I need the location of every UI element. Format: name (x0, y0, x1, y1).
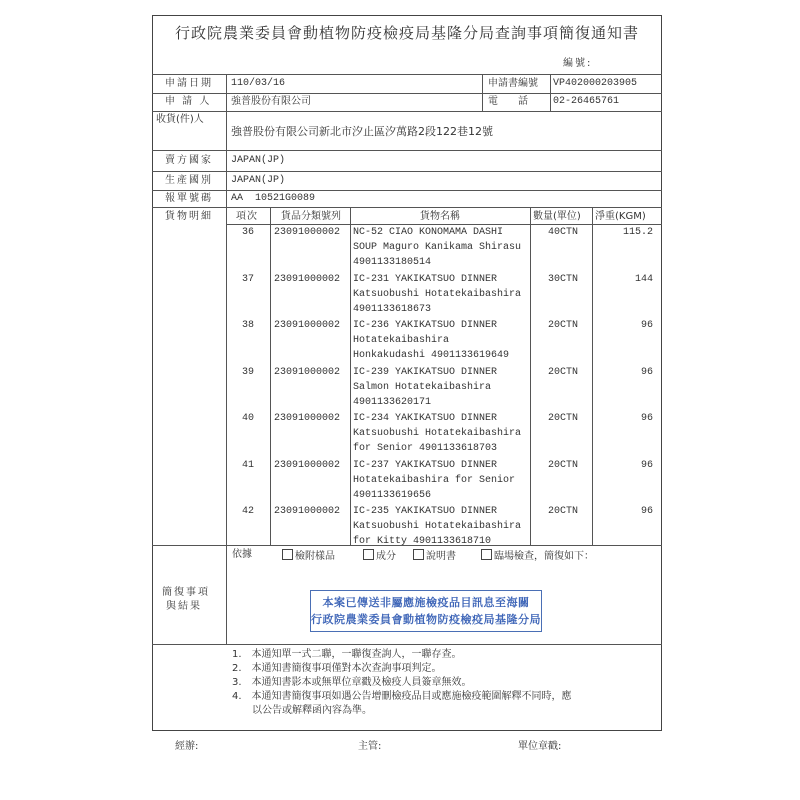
official-stamp (310, 590, 542, 632)
basis-option-manual: 說明書 (413, 549, 456, 563)
footer-handler: 經辦: (175, 741, 199, 752)
row-item-name-line: 4901133619656 (353, 489, 432, 501)
rule (350, 207, 351, 545)
row-item-weight: 144 (634, 273, 653, 285)
stamp-line-1: 本案已傳送非屬應施檢疫品目訊息至海關 (322, 596, 530, 609)
consignee-value: 強普股份有限公司新北市汐止區汐萬路2段122巷12號 (231, 125, 493, 138)
goods-label: 貨物明細 (165, 211, 213, 222)
rule (152, 74, 662, 75)
row-item-no: 36 (242, 227, 255, 238)
checkbox-manual[interactable] (413, 549, 424, 560)
row-item-name-line: IC-231 YAKIKATSUO DINNER (353, 273, 498, 285)
footer-supervisor: 主管: (358, 741, 382, 752)
stamp-line-2: 行政院農業委員會動植物防疫檢疫局基隆分局 (311, 613, 541, 626)
note-1: 1. 本通知單一式二聯，一聯復查詢人，一聯存查。 (232, 649, 462, 660)
applicant-label: 申 請 人 (165, 96, 212, 107)
rule (482, 74, 483, 111)
row-item-qty: 20CTN (548, 366, 579, 378)
row-item-name-line: IC-236 YAKIKATSUO DINNER (353, 320, 498, 331)
checkbox-sample[interactable] (282, 549, 293, 560)
row-item-name-line: Katsuobushi Hotatekaibashira (353, 288, 522, 300)
rule (152, 644, 662, 645)
applicant-value: 強普股份有限公司 (231, 96, 311, 107)
reply-label-1: 簡復事項 (162, 587, 210, 598)
rule (152, 93, 662, 94)
row-item-name-line: IC-237 YAKIKATSUO DINNER (353, 459, 498, 471)
row-item-name-line: IC-234 YAKIKATSUO DINNER (353, 413, 498, 424)
phone-value: 02-26465761 (553, 96, 620, 107)
row-item-no: 42 (242, 506, 255, 517)
col-header-qty: 數量(單位) (533, 211, 581, 222)
row-item-name-line: for Senior 4901133618703 (353, 443, 498, 454)
rule (226, 74, 227, 644)
seller-country-label: 賣方國家 (165, 155, 213, 166)
application-no-label: 申請書編號 (488, 78, 538, 89)
row-item-code: 23091000002 (274, 273, 341, 285)
row-item-name-line: Hotatekaibashira (353, 335, 450, 346)
basis-label: 依據 (232, 549, 252, 560)
row-item-qty: 30CTN (548, 273, 579, 285)
customs-no-label: 報單號碼 (165, 193, 213, 204)
consignee-label: 收貨(件)人 (156, 114, 204, 125)
row-item-no: 37 (242, 273, 255, 285)
checkbox-ingredient[interactable] (363, 549, 374, 560)
note-2: 2. 本通知書簡復事項僅對本次查詢事項判定。 (232, 663, 442, 674)
row-item-name-line: Salmon Hotatekaibashira (353, 381, 492, 393)
row-item-name-line: SOUP Maguro Kanikama Shirasu (353, 242, 522, 253)
row-item-name-line: Honkakudashi 4901133619649 (353, 350, 510, 361)
row-item-weight: 96 (640, 459, 653, 471)
rule (530, 207, 531, 545)
rule (592, 207, 593, 545)
rule (550, 74, 551, 111)
row-item-weight: 96 (640, 366, 653, 378)
row-item-qty: 20CTN (548, 413, 579, 424)
application-date-label: 申請日期 (165, 78, 213, 89)
col-header-weight: 淨重(KGM) (595, 211, 646, 222)
row-item-name-line: 4901133620171 (353, 396, 432, 408)
row-item-code: 23091000002 (274, 227, 341, 238)
row-item-name-line: 4901133180514 (353, 257, 432, 268)
col-header-code: 貨品分類號列 (281, 211, 341, 222)
rule (152, 171, 662, 172)
row-item-no: 40 (242, 413, 255, 424)
basis-option-sample: 檢附樣品 (282, 549, 335, 563)
footer-seal: 單位章戳: (518, 741, 562, 752)
row-item-no: 41 (242, 459, 255, 471)
rule (270, 207, 271, 545)
col-header-name: 貨物名稱 (420, 211, 460, 222)
application-no-value: VP402000203905 (553, 78, 638, 89)
rule (152, 150, 662, 151)
row-item-name-line: Katsuobushi Hotatekaibashira (353, 521, 522, 532)
row-item-no: 38 (242, 320, 255, 331)
basis-option-ingredient: 成分 (363, 549, 396, 563)
row-item-code: 23091000002 (274, 320, 341, 331)
row-item-weight: 96 (640, 506, 653, 517)
reply-label-2: 與結果 (166, 601, 202, 612)
row-item-name-line: IC-235 YAKIKATSUO DINNER (353, 506, 498, 517)
rule (226, 224, 662, 225)
row-item-name-line: Katsuobushi Hotatekaibashira (353, 428, 522, 439)
row-item-qty: 20CTN (548, 506, 579, 517)
row-item-weight: 96 (640, 413, 653, 424)
basis-option-inspection: 臨場檢查，簡復如下： (481, 549, 594, 563)
row-item-qty: 40CTN (548, 227, 579, 238)
rule (152, 111, 662, 112)
rule (152, 190, 662, 191)
note-4-cont: 以公告或解釋函內容為準。 (232, 705, 372, 716)
document-title: 行政院農業委員會動植物防疫檢疫局基隆分局查詢事項簡復通知書 (174, 24, 639, 42)
checkbox-inspection[interactable] (481, 549, 492, 560)
note-4: 4. 本通知書簡復事項如遇公告增刪檢疫品目或應施檢疫範圍解釋不同時，應 (232, 691, 572, 702)
row-item-code: 23091000002 (274, 506, 341, 517)
row-item-code: 23091000002 (274, 459, 341, 471)
customs-no-value: AA 10521G0089 (231, 193, 316, 204)
row-item-qty: 20CTN (548, 320, 579, 331)
seller-country-value: JAPAN(JP) (231, 155, 286, 166)
row-item-code: 23091000002 (274, 413, 341, 424)
row-item-no: 39 (242, 366, 255, 378)
rule (152, 207, 662, 208)
origin-country-value: JAPAN(JP) (231, 175, 286, 186)
row-item-weight: 96 (640, 320, 653, 331)
serial-label: 編號: (563, 58, 593, 69)
phone-label: 電 話 (488, 96, 528, 107)
row-item-name-line: 4901133618673 (353, 303, 432, 315)
row-item-code: 23091000002 (274, 366, 341, 378)
origin-country-label: 生產國別 (165, 175, 213, 186)
col-header-no: 項次 (236, 211, 258, 222)
row-item-qty: 20CTN (548, 459, 579, 471)
note-3: 3. 本通知書影本或無單位章戳及檢疫人員簽章無效。 (232, 677, 472, 688)
row-item-name-line: Hotatekaibashira for Senior (353, 474, 516, 486)
row-item-name-line: for Kitty 4901133618710 (353, 536, 492, 547)
application-date-value: 110/03/16 (231, 78, 286, 89)
row-item-name-line: IC-239 YAKIKATSUO DINNER (353, 366, 498, 378)
row-item-name-line: NC-52 CIAO KONOMAMA DASHI (353, 227, 504, 238)
row-item-weight: 115.2 (622, 227, 653, 238)
